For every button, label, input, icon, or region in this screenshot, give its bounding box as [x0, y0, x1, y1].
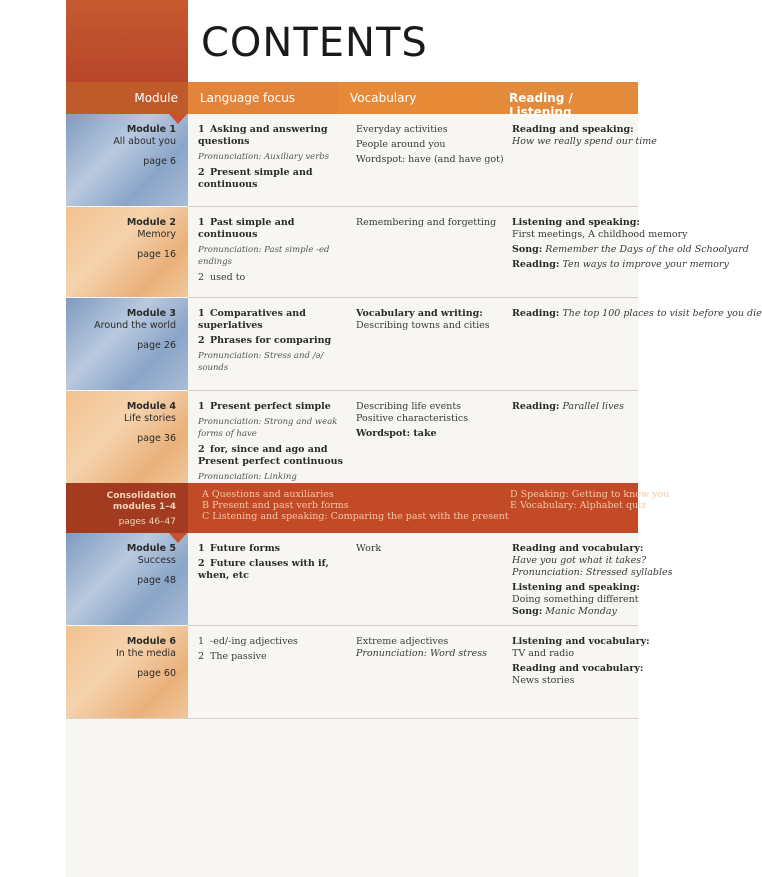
item-number: 1: [198, 124, 205, 135]
module-page: page 26: [137, 340, 176, 351]
language-cell: [198, 636, 343, 666]
module-cell: [66, 533, 188, 625]
consolidation-item: D Speaking: Getting to know you: [510, 489, 670, 500]
consolidation-cell: [66, 483, 188, 533]
language-item: Past simple and continuous: [198, 217, 295, 240]
page-title: CONTENTS: [201, 20, 428, 66]
header-reading-listening: Reading / Listening: [493, 82, 638, 114]
language-item: Phrases for comparing: [210, 335, 332, 346]
vocabulary-item: Vocabulary and writing:: [356, 308, 483, 319]
reading-title: First meetings, A childhood memory: [512, 229, 688, 240]
vocabulary-item: Pronunciation: Word stress: [356, 648, 488, 659]
reading-title: Remember the Days of the old Schoolyard: [545, 244, 749, 255]
reading-title: Manic Monday: [545, 606, 617, 617]
language-item: Present simple and continuous: [198, 167, 313, 190]
language-cell: [198, 217, 343, 287]
language-item: used to: [210, 272, 246, 283]
reading-cell: [512, 401, 642, 413]
reading-title: Doing something different: [512, 594, 639, 605]
reading-heading: Reading and vocabulary:: [512, 543, 644, 554]
pronunciation-note: Pronunciation: Past simple -ed endings: [198, 245, 330, 267]
consolidation-item: A Questions and auxiliaries: [202, 489, 334, 500]
consolidation-band: [66, 483, 670, 533]
pronunciation-note: Pronunciation: Stressed syllables: [512, 567, 673, 578]
item-number: 1: [198, 401, 205, 412]
reading-heading: Song:: [512, 606, 543, 617]
reading-title: News stories: [512, 675, 575, 686]
vocabulary-item: Describing life events: [356, 401, 462, 412]
module-cell: [66, 626, 188, 718]
reading-heading: Listening and speaking:: [512, 582, 640, 593]
pronunciation-note: Pronunciation: Stress and /ə/ sounds: [198, 351, 324, 373]
module-name: Module 6: [126, 636, 176, 647]
arrow-marker: [169, 114, 187, 124]
module-subtitle: All about you: [113, 136, 176, 147]
pronunciation-note: Pronunciation: Linking: [198, 472, 297, 482]
reading-heading: Reading:: [512, 259, 560, 270]
module-row-2: [66, 207, 749, 297]
vocabulary-cell: [356, 401, 504, 440]
vocabulary-item: Work: [356, 543, 382, 554]
language-item: The passive: [210, 651, 267, 662]
language-item: Future forms: [210, 543, 280, 554]
consolidation-subtitle: modules 1–4: [112, 502, 176, 512]
item-number: 2: [198, 651, 205, 662]
item-number: 1: [198, 636, 205, 647]
header-module: Module: [66, 82, 188, 114]
vocabulary-cell: [356, 543, 504, 555]
consolidation-item: B Present and past verb forms: [202, 500, 349, 511]
reading-heading: Reading and vocabulary:: [512, 663, 644, 674]
vocabulary-item: Wordspot: have (and have got): [356, 154, 504, 165]
module-subtitle: Memory: [137, 229, 176, 240]
module-row-6: [66, 626, 650, 718]
module-page: page 36: [137, 433, 176, 444]
module-row-1: [66, 114, 657, 206]
reading-heading: Reading:: [512, 401, 560, 412]
module-cell: [66, 114, 188, 206]
title-accent-block: [66, 0, 188, 82]
reading-cell: [512, 543, 673, 618]
language-item: Asking and answering questions: [198, 124, 328, 147]
module-subtitle: Life stories: [124, 413, 176, 424]
header-vocabulary: Vocabulary: [338, 82, 493, 114]
reading-heading: Listening and vocabulary:: [512, 636, 650, 647]
reading-cell: [512, 217, 749, 271]
language-cell: [198, 401, 343, 487]
vocabulary-item: Describing towns and cities: [356, 320, 490, 331]
item-number: 2: [198, 272, 205, 283]
reading-title: Have you got what it takes?: [512, 555, 647, 566]
reading-title: Ten ways to improve your memory: [562, 259, 729, 270]
consolidation-title: Consolidation: [106, 491, 176, 501]
item-number: 2: [198, 558, 205, 569]
vocabulary-item: Positive characteristics: [356, 413, 469, 424]
module-name: Module 1: [126, 124, 176, 135]
reading-heading: Reading:: [512, 308, 560, 319]
module-name: Module 3: [126, 308, 176, 319]
module-page: page 16: [137, 249, 176, 260]
consolidation-item: C Listening and speaking: Comparing the past with the present: [202, 511, 509, 522]
reading-heading: Song:: [512, 244, 543, 255]
language-item: Future clauses with if, when, etc: [198, 558, 329, 581]
vocabulary-item: Remembering and forgetting: [356, 217, 497, 228]
language-item: for, since and ago and Present perfect continuous: [198, 444, 343, 467]
vocabulary-item: Wordspot: take: [356, 428, 437, 439]
reading-title: The top 100 places to visit before you die: [562, 308, 762, 319]
language-cell: [198, 543, 343, 585]
reading-title: TV and radio: [512, 648, 575, 659]
reading-cell: [512, 124, 657, 148]
reading-title: How we really spend our time: [512, 136, 657, 147]
module-page: page 48: [137, 575, 176, 586]
module-cell: [66, 298, 188, 390]
item-number: 2: [198, 335, 205, 346]
module-name: Module 2: [126, 217, 176, 228]
reading-cell: [512, 308, 762, 320]
module-page: page 6: [143, 156, 176, 167]
vocabulary-cell: [356, 217, 504, 232]
item-number: 2: [198, 444, 205, 455]
module-page: page 60: [137, 668, 176, 679]
module-subtitle: Around the world: [94, 320, 176, 331]
reading-heading: Listening and speaking:: [512, 217, 640, 228]
language-cell: [198, 308, 343, 378]
module-cell: [66, 207, 188, 297]
vocabulary-item: Everyday activities: [356, 124, 448, 135]
pronunciation-note: Pronunciation: Strong and weak forms of have: [198, 417, 338, 439]
consolidation-items: [202, 489, 509, 522]
item-number: 1: [198, 543, 205, 554]
vocabulary-item: People around you: [356, 139, 446, 150]
table-bottom-rule: [66, 718, 638, 719]
vocabulary-item: Extreme adjectives: [356, 636, 449, 647]
consolidation-item: E Vocabulary: Alphabet quiz: [510, 500, 647, 511]
vocabulary-cell: [356, 308, 504, 335]
module-cell: [66, 391, 188, 483]
module-row-3: [66, 298, 762, 390]
module-row-4: [66, 391, 638, 483]
module-name: Module 5: [126, 543, 176, 554]
consolidation-items-right: [510, 489, 669, 511]
item-number: 1: [198, 217, 205, 228]
consolidation-pages: pages 46–47: [118, 517, 176, 527]
item-number: 2: [198, 167, 205, 178]
vocabulary-cell: [356, 124, 504, 169]
header-language-focus: Language focus: [188, 82, 338, 114]
reading-cell: [512, 636, 650, 687]
module-name: Module 4: [126, 401, 176, 412]
module-row-5: [66, 533, 673, 625]
vocabulary-cell: [356, 636, 504, 660]
reading-heading: Reading and speaking:: [512, 124, 634, 135]
contents-page: [66, 0, 762, 877]
language-item: -ed/-ing adjectives: [210, 636, 298, 647]
item-number: 1: [198, 308, 205, 319]
arrow-marker: [169, 533, 187, 543]
pronunciation-note: Pronunciation: Auxiliary verbs: [198, 152, 330, 162]
reading-title: Parallel lives: [562, 401, 624, 412]
module-subtitle: Success: [137, 555, 176, 566]
language-item: Present perfect simple: [210, 401, 331, 412]
table-header: [66, 82, 638, 119]
language-cell: [198, 124, 343, 194]
language-item: Comparatives and superlatives: [198, 308, 306, 331]
module-subtitle: In the media: [115, 648, 176, 659]
